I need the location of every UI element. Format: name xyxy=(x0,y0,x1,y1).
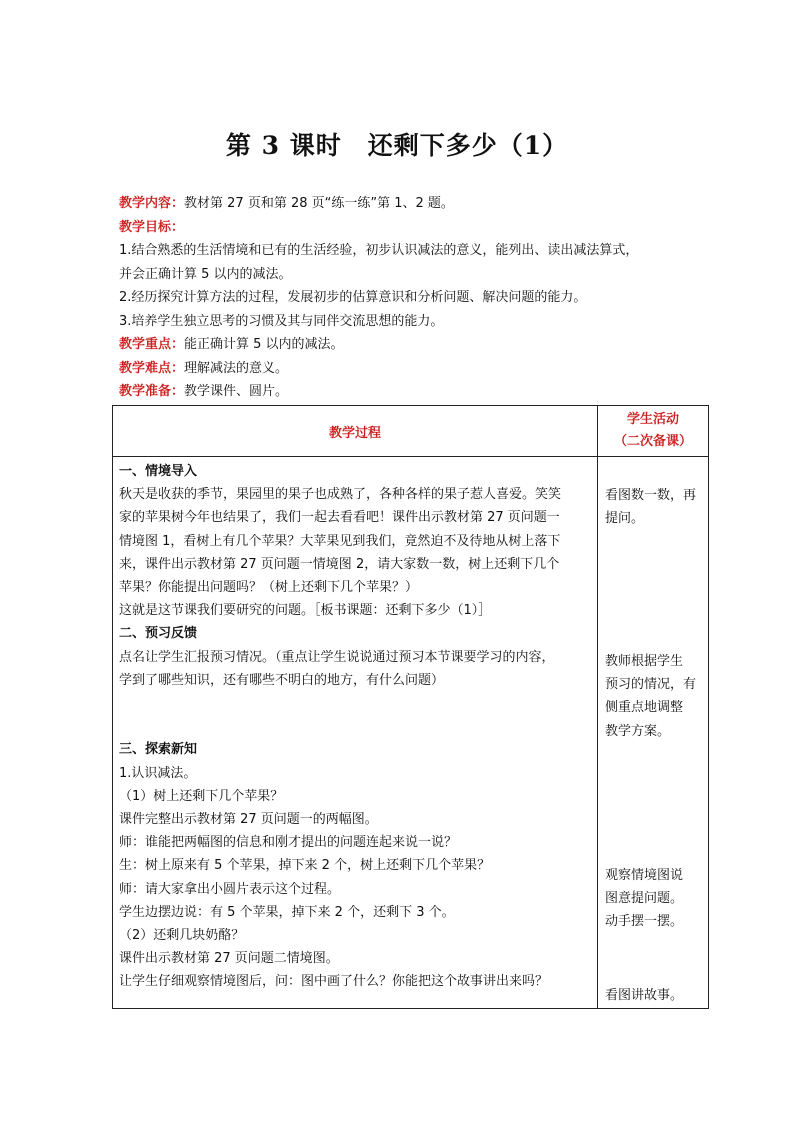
activity-line: 观察情境图说 xyxy=(605,868,684,883)
process-line: 师：请大家拿出小圆片表示这个过程。 xyxy=(119,881,341,897)
process-line: 来，课件出示教材第 27 页问题一情境图 2，请大家数一数，树上还剩下几个 xyxy=(119,556,560,572)
activity-line: 侧重点地调整 xyxy=(605,700,684,716)
key-label: 教学重点： xyxy=(119,337,185,352)
activity-cell xyxy=(598,457,709,1009)
activity-line: 教师根据学生 xyxy=(605,654,684,669)
goal-line: 2.经历探究计算方法的过程，发展初步的估算意识和分析问题、解决问题的能力。 xyxy=(119,290,587,305)
content-label: 教学内容： xyxy=(119,196,185,211)
key-line xyxy=(119,333,719,357)
activity-line: 图意提问题。 xyxy=(605,891,684,907)
process-line: 1.认识减法。 xyxy=(119,765,197,781)
activity-note xyxy=(605,984,710,1007)
process-line: （2）还剩几块奶酪？ xyxy=(119,928,245,944)
activity-note xyxy=(605,650,710,743)
process-line: （1）树上还剩下几个苹果？ xyxy=(119,788,284,804)
table-body-row xyxy=(113,457,709,1009)
difficulty-label: 教学难点： xyxy=(119,360,185,376)
header-process-label: 教学过程 xyxy=(328,425,381,441)
prep-text: 教学课件、圆片。 xyxy=(184,384,289,399)
lesson-meta xyxy=(119,192,719,404)
activity-line: 教学方案。 xyxy=(605,723,671,739)
content-line xyxy=(119,192,719,216)
process-line: 家的苹果树今年也结果了，我们一起去看看吧！课件出示教材第 27 页问题一 xyxy=(119,510,560,526)
header-process xyxy=(113,406,598,457)
goal-line: 1.结合熟悉的生活情境和已有的生活经验，初步认识减法的意义，能列出、读出减法算式， xyxy=(119,243,639,258)
activity-line: 看图数一数，再 xyxy=(605,488,697,503)
process-line: 情境图 1，看树上有几个苹果？大苹果见到我们，竟然迫不及待地从树上落下 xyxy=(119,533,561,549)
page-title: 第 3 课时 还剩下多少（1） xyxy=(225,131,569,160)
activity-line: 提问。 xyxy=(605,511,645,527)
goals-label-line xyxy=(119,216,719,240)
goal-line: 3.培养学生独立思考的习惯及其与同伴交流思想的能力。 xyxy=(119,313,444,329)
content-text: 教材第 27 页和第 28 页“练一练”第 1、2 题。 xyxy=(184,196,454,211)
prep-line xyxy=(119,380,719,404)
process-line: 师：谁能把两幅图的信息和刚才提出的问题连起来说一说？ xyxy=(119,835,458,851)
difficulty-line xyxy=(119,357,719,381)
process-line: 课件完整出示教材第 27 页问题一的两幅图。 xyxy=(119,812,378,828)
prep-label: 教学准备： xyxy=(119,384,185,399)
difficulty-text: 理解减法的意义。 xyxy=(184,360,289,376)
activity-note xyxy=(605,864,710,934)
lesson-table xyxy=(112,405,709,1009)
process-line: 学到了哪些知识，还有哪些不明白的地方，有什么问题） xyxy=(119,672,445,688)
section-heading: 三、探索新知 xyxy=(119,742,198,758)
activity-line: 动手摆一摆。 xyxy=(605,914,684,930)
process-line: 秋天是收获的季节，果园里的果子也成熟了，各种各样的果子惹人喜爱。笑笑 xyxy=(119,487,562,503)
process-line: 点名让学生汇报预习情况。（重点让学生说说通过预习本节课要学习的内容， xyxy=(119,649,555,665)
process-line: 生：树上原来有 5 个苹果，掉下来 2 个，树上还剩下几个苹果？ xyxy=(119,858,491,874)
process-line: 苹果？你能提出问题吗？（树上还剩下几个苹果？） xyxy=(119,580,419,596)
key-text: 能正确计算 5 以内的减法。 xyxy=(184,337,344,352)
header-activity-line1: 学生活动 xyxy=(626,412,679,427)
spacer-line xyxy=(119,692,591,715)
process-line: 课件出示教材第 27 页问题二情境图。 xyxy=(119,951,339,967)
process-line: 这就是这节课我们要研究的问题。［板书课题：还剩下多少（1）］ xyxy=(119,603,492,619)
section-heading: 二、预习反馈 xyxy=(119,626,198,642)
table-header-row xyxy=(113,406,709,457)
goal-line: 并会正确计算 5 以内的减法。 xyxy=(119,266,292,282)
section-heading: 一、情境导入 xyxy=(119,464,198,479)
activity-line: 预习的情况，有 xyxy=(605,677,697,693)
goals-label: 教学目标： xyxy=(119,219,185,235)
process-line: 让学生仔细观察情境图后，问：图中画了什么？你能把这个故事讲出来吗？ xyxy=(119,974,549,990)
process-cell xyxy=(113,457,598,1009)
activity-line: 看图讲故事。 xyxy=(605,988,684,1003)
activity-note xyxy=(605,484,710,530)
spacer-line xyxy=(119,715,591,738)
header-activity-line2: （二次备课） xyxy=(613,434,692,449)
header-activity xyxy=(598,406,709,457)
process-line: 学生边摆边说：有 5 个苹果，掉下来 2 个，还剩下 3 个。 xyxy=(119,904,455,920)
